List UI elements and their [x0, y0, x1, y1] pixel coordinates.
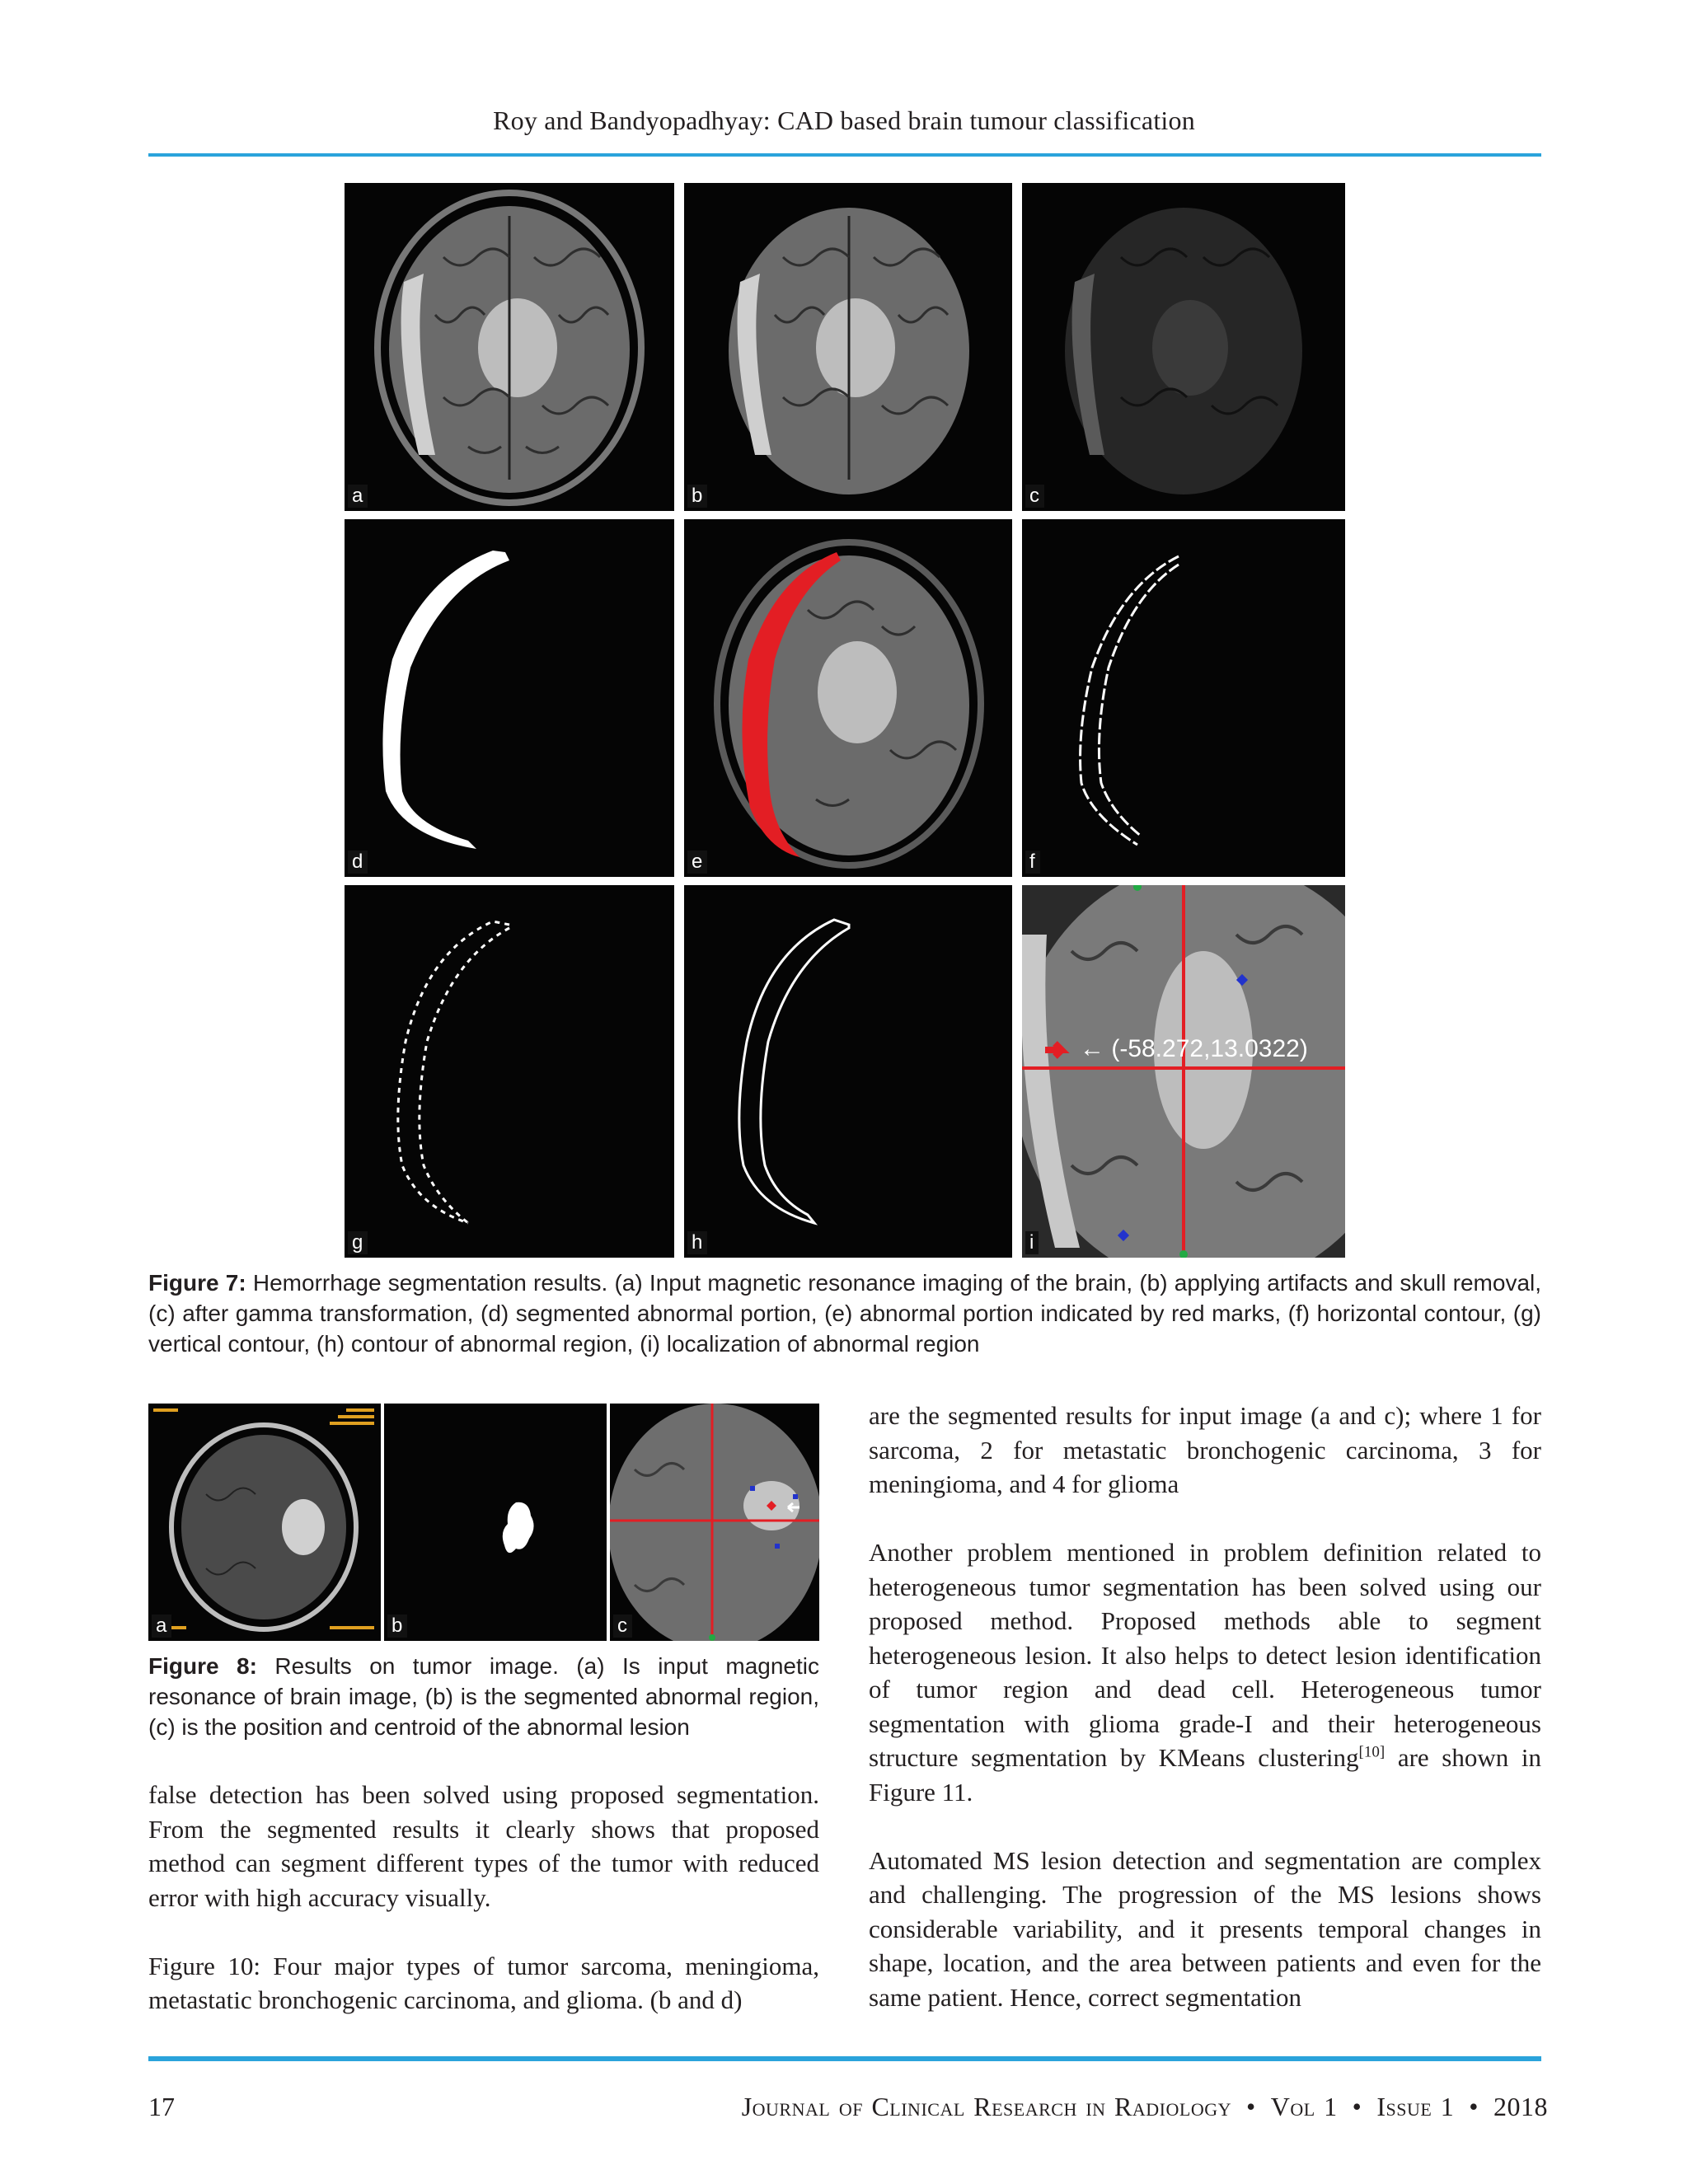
figure-7-panel-g	[345, 885, 674, 1258]
running-head: Roy and Bandyopadhyay: CAD based brain tumour classification	[493, 105, 1195, 135]
volume: Vol 1	[1270, 2092, 1338, 2121]
panel-label: i	[1025, 1231, 1039, 1254]
paragraph: false detection has been solved using proposed segmentation. From the segmented results it clearly shows that proposed method can segment different types of the tumor with reduced error with high accuracy visually.	[148, 1780, 819, 1912]
separator: •	[1352, 2092, 1362, 2121]
panel-label: b	[687, 485, 707, 508]
journal-footer	[742, 2092, 1548, 2122]
separator: •	[1469, 2092, 1479, 2121]
gamma-transformed-mri-image	[1022, 183, 1345, 511]
panel-label: g	[348, 1231, 368, 1254]
figure-8-caption	[148, 1651, 819, 1742]
figure-7-caption-text: Hemorrhage segmentation results. (a) Input magnetic resonance imaging of the brain, (b) applying artifacts and skull removal, (c) after gamma transformation, (d) segmented abnormal portion, (e) abnormal portion indicated by red marks, (f) horizontal contour, (g) vertical contour, (h) contour of abnormal region, (i) localization of abnormal region	[148, 1270, 1542, 1357]
panel-label: c	[613, 1615, 632, 1638]
red-marked-mri-image	[684, 519, 1012, 877]
figure-8-panel-a	[148, 1404, 381, 1641]
footer-rule	[148, 2056, 1541, 2061]
figure-7-panel-h	[684, 885, 1012, 1258]
right-column	[869, 1399, 1541, 2049]
journal-name: Journal of Clinical Research in Radiology	[741, 2092, 1231, 2121]
figure-7-panel-f	[1022, 519, 1345, 877]
paragraph-text: Another problem mentioned in problem definition related to heterogeneous tumor segmentation has been solved using our proposed method. Proposed methods able to segment heterogeneous lesion. It also helps to detect lesion identification of tumor region and dead cell. Heterogeneous tumor segmentation with glioma grade-I and their heterogeneous structure segmentation by KMeans clustering	[869, 1538, 1541, 1772]
figure-8-panel-c	[610, 1404, 819, 1641]
paragraph: are the segmented results for input image (a and c); where 1 for sarcoma, 2 for metastatic bronchogenic carcinoma, 3 for meningioma, and 4 for glioma	[869, 1401, 1541, 1498]
paragraph: Figure 10: Four major types of tumor sarcoma, meningioma, metastatic bronchogenic carcinoma, and glioma. (b and d)	[148, 1951, 819, 2014]
horizontal-contour-image	[1022, 519, 1345, 877]
page-number: 17	[148, 2092, 175, 2121]
centroid-coordinate-label: ← (-58.272,13.0322)	[1080, 1035, 1308, 1062]
header-rule	[148, 153, 1541, 157]
reference-citation[interactable]: [10]	[1358, 1743, 1386, 1761]
segmented-abnormal-mask	[345, 519, 674, 877]
issue: Issue 1	[1376, 2092, 1455, 2121]
input-mri-image	[148, 1404, 381, 1641]
localization-mri-image	[1022, 885, 1345, 1258]
separator: •	[1246, 2092, 1256, 2121]
figure-7-panel-i	[1022, 885, 1345, 1258]
figure-8-caption-label: Figure 8:	[148, 1653, 257, 1679]
skull-stripped-mri-image	[684, 183, 1012, 511]
paragraph-text: are shown in Figure 11.	[869, 1743, 1541, 1807]
figure-8-panel-b	[384, 1404, 607, 1641]
figure-7-caption	[148, 1268, 1541, 1359]
panel-label: d	[348, 851, 368, 874]
abnormal-region-contour-image	[684, 885, 1012, 1258]
panel-label: e	[687, 851, 707, 874]
figure-7-panel-b	[684, 183, 1012, 511]
figure-7-panel-a	[345, 183, 674, 511]
figure-7-panel-c	[1022, 183, 1345, 511]
figure-8-caption-text: Results on tumor image. (a) Is input magnetic resonance of brain image, (b) is the segmented abnormal region, (c) is the position and centroid of the abnormal lesion	[148, 1653, 819, 1740]
panel-label: f	[1025, 851, 1040, 874]
brain-mri-image	[345, 183, 674, 511]
figure-7-panel-e	[684, 519, 1012, 877]
tumor-localization-image	[610, 1404, 819, 1641]
panel-label: b	[387, 1615, 407, 1638]
left-column	[148, 1778, 819, 2051]
paragraph: Automated MS lesion detection and segmentation are complex and challenging. The progression of the MS lesions shows considerable variability, and it presents temporal changes in shape, location, and the area between patients and even for the same patient. Hence, correct segmentation	[869, 1845, 1541, 2012]
year: 2018	[1493, 2092, 1548, 2121]
panel-label: a	[152, 1615, 171, 1638]
figure-7-caption-label: Figure 7:	[148, 1270, 246, 1296]
vertical-contour-image	[345, 885, 674, 1258]
panel-label: a	[348, 485, 368, 508]
panel-label: c	[1025, 485, 1044, 508]
segmented-tumor-mask	[384, 1404, 607, 1641]
panel-label: h	[687, 1231, 707, 1254]
paragraph	[869, 1535, 1541, 1809]
figure-7-panel-d	[345, 519, 674, 877]
